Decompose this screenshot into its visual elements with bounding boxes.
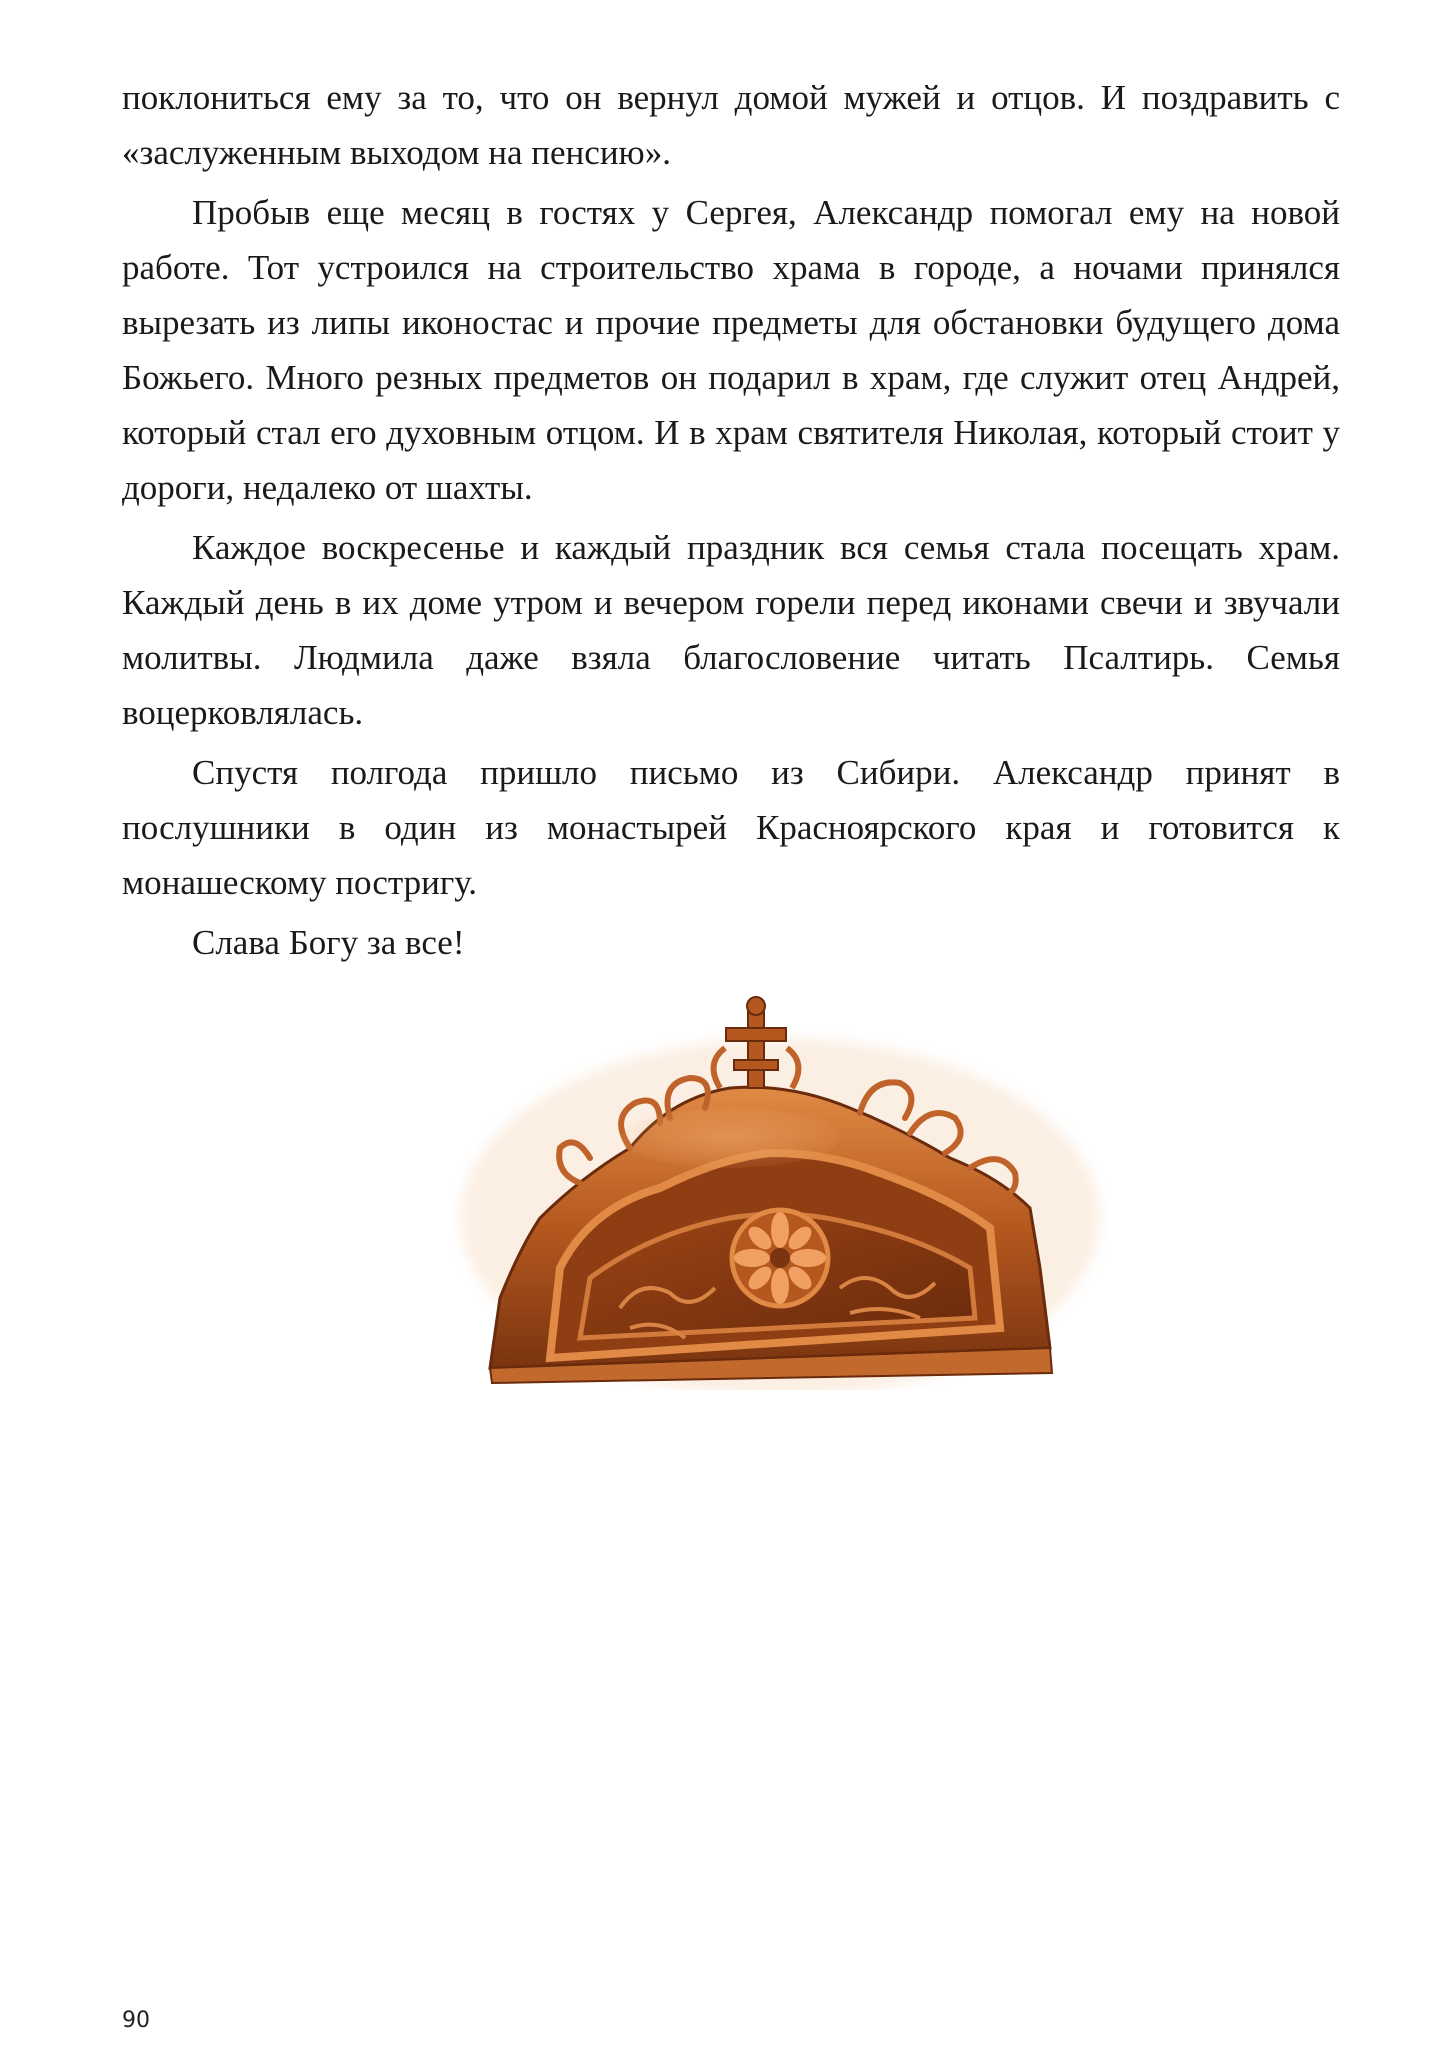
paragraph-4: Спустя полгода пришло письмо из Сибири. Александр принят в послушники в один из монастырей Красноярского края и готовится к монашескому постригу. (122, 753, 1340, 902)
carved-iconostasis-top-icon (430, 968, 1110, 1390)
page-number: 90 (122, 2008, 150, 2033)
paragraph-3: Каждое воскресенье и каждый праздник вся семья стала посещать храм. Каждый день в их доме утром и вечером горели перед иконами свечи и звучали молитвы. Людмила даже взяла благословение читать Псалтирь. Семья воцерковлялась. (122, 528, 1340, 732)
body-text (122, 70, 1340, 975)
carved-iconostasis-image (430, 968, 1110, 1390)
paragraph-1: поклониться ему за то, что он вернул домой мужей и отцов. И поздравить с «заслуженным выходом на пенсию». (122, 78, 1340, 172)
paragraph-2: Пробыв еще месяц в гостях у Сергея, Александр помогал ему на новой работе. Тот устроился на строительство храма в городе, а ночами принялся вырезать из липы иконостас и прочие предметы для обстановки будущего дома Божьего. Много резных предметов он подарил в храм, где служит отец Андрей, который стал его духовным отцом. И в храм святителя Николая, который стоит у дороги, недалеко от шахты. (122, 193, 1340, 507)
paragraph-5-closing: Слава Богу за все! (192, 923, 465, 962)
